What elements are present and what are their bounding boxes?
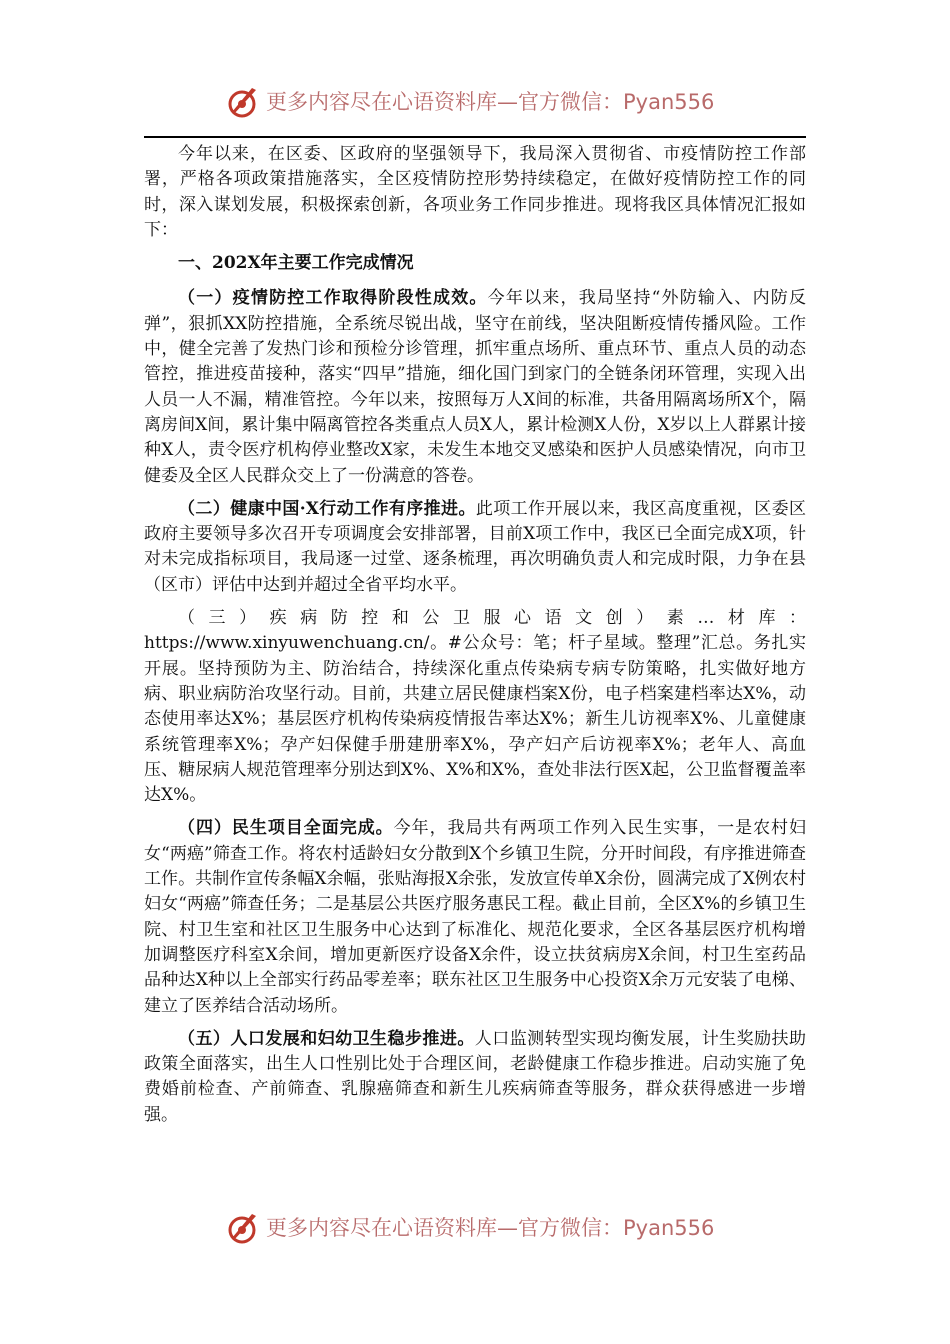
paragraph-healthy-china-title: （二）健康中国·X行动工作有序推进。 <box>178 498 476 519</box>
banner-text: 更多内容尽在心语资料库—官方微信：Pyan556 <box>266 1216 715 1240</box>
quill-logo-icon <box>226 84 262 120</box>
section-heading: 一、202X年主要工作完成情况 <box>178 253 414 274</box>
paragraph-healthy-china-body: 此项工作开展以来，我区高度重视，区委区政府主要领导多次召开专项调度会安排部署，目前X项工作中，我区已全面完成X项，针对未完成指标项目，我局逐一过堂、逐条梳理，再次明确负责人和完成时限，力争在县（区市）评估中达到并超过全省平均水平。 <box>144 498 807 595</box>
banner-text: 更多内容尽在心语资料库—官方微信：Pyan556 <box>266 90 715 114</box>
paragraph-population-body: 人口监测转型实现均衡发展，计生奖励扶助政策全面落实，出生人口性别比处于合理区间，老龄健康工作稳步推进。启动实施了免费婚前检查、产前筛查、乳腺癌筛查和新生儿疾病筛查等服务，群众获得感进一步增强。 <box>144 1028 807 1125</box>
intro-paragraph: 今年以来，在区委、区政府的坚强领导下，我局深入贯彻省、市疫情防控工作部署，严格各项政策措施落实，全区疫情防控形势持续稳定，在做好疫情防控工作的同时，深入谋划发展，积极探索创新，各项业务工作同步推进。现将我区具体情况汇报如下： <box>144 144 806 240</box>
paragraph-livelihood-body: 今年，我局共有两项工作列入民生实事，一是农村妇女“两癌”筛查工作。将农村适龄妇女分散到X个乡镇卫生院，分开时间段，有序推进筛查工作。共制作宣传条幅X余幅，张贴海报X余张，发放宣传单X余份，圆满完成了X例农村妇女“两癌”筛查任务；二是基层公共医疗服务惠民工程。截止目前，全区X%的乡镇卫生院、村卫生室和社区卫生服务中心达到了标准化、规范化要求，全区各基层医疗机构增加调整医疗科室X余间，增加更新医疗设备X余件，设立扶贫病房X余间，村卫生室药品品种达X种以上全部实行药品零差率；联东社区卫生服务中心投资X余万元安装了电梯、建立了医养结合活动场所。 <box>144 818 807 1016</box>
paragraph-population <box>144 1027 806 1128</box>
paragraph-epidemic-title: （一）疫情防控工作取得阶段性成效。 <box>178 288 488 309</box>
document-body <box>144 142 806 1136</box>
header-rule <box>144 136 806 138</box>
paragraph-livelihood <box>144 816 806 1018</box>
quill-logo-icon <box>226 1210 262 1246</box>
header-watermark-banner <box>0 80 950 124</box>
paragraph-population-title: （五）人口发展和妇幼卫生稳步推进。 <box>178 1028 475 1049</box>
paragraph-epidemic-body: 今年以来，我局坚持“外防输入、内防反弹”，狠抓XX防控措施，全系统尽锐出战，坚守在前线，坚决阻断疫情传播风险。工作中，健全完善了发热门诊和预检分诊管理，抓牢重点场所、重点环节、重点人员的动态管控，推进疫苗接种，落实“四早”措施，细化国门到家门的全链条闭环管理，实现入出人员一人不漏，精准管控。今年以来，按照每万人X间的标准，共备用隔离场所X个，隔离房间X间，累计集中隔离管控各类重点人员X人，累计检测X人份，X岁以上人群累计接种X人，责令医疗机构停业整改X家，未发生本地交叉感染和医护人员感染情况，向市卫健委及全区人民群众交上了一份满意的答卷。 <box>144 288 806 486</box>
paragraph-epidemic <box>144 286 806 488</box>
paragraph-livelihood-title: （四）民生项目全面完成。 <box>178 818 394 839</box>
paragraph-disease-control: （三）疾病防控和公卫服心语文创）素…材库：https://www.xinyuwenchuang.cn/。#公众号：笔；杆子星域。整理”汇总。务扎实开展。坚持预防为主、防治结合，持续深化重点传染病专病专防策略，扎实做好地方病、职业病防治攻坚行动。目前，共建立居民健康档案X份，电子档案建档率达X%，动态使用率达X%；基层医疗机构传染病疫情报告率达X%；新生儿访视率X%、儿童健康系统管理率X%；孕产妇保健手册建册率X%，孕产妇产后访视率X%；老年人、高血压、糖尿病人规范管理率分别达到X%、X%和X%，查处非法行医X起，公卫监督覆盖率达X%。 <box>144 608 806 806</box>
paragraph-healthy-china <box>144 497 806 598</box>
footer-watermark-banner <box>0 1206 950 1250</box>
